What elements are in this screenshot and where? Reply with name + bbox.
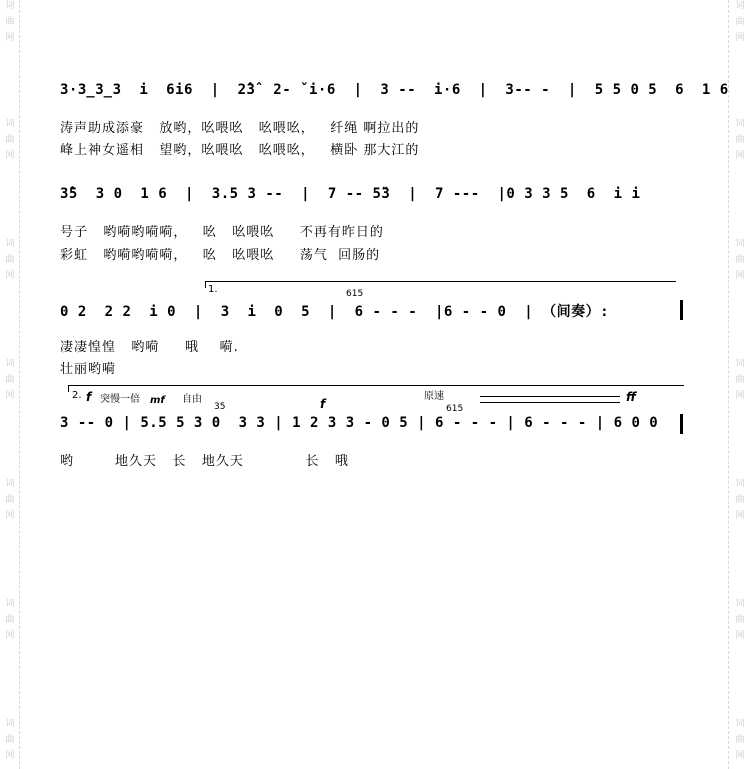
watermark-glyph: 网 — [735, 511, 745, 521]
watermark-glyph: 曲 — [5, 135, 15, 145]
watermark-glyph: 词 — [735, 479, 745, 489]
watermark-glyph: 网 — [5, 631, 15, 641]
grace-note-615-second: 615 — [446, 404, 464, 414]
grace-note-615: 615 — [346, 289, 364, 299]
watermark-glyph: 词 — [735, 1, 745, 11]
score-line-1-notes: 3·3̲3̲3 i 6i6 | 2̂3̂ 2- ˇi·6 | 3 -- i·6 | 3-- - | 5 5 0 5 6 1 6 — [60, 82, 729, 98]
repeat-barline — [680, 300, 683, 320]
watermark-glyph: 词 — [5, 239, 15, 249]
watermark-glyph: 曲 — [735, 135, 745, 145]
watermark-glyph: 曲 — [735, 495, 745, 505]
watermark-glyph: 词 — [735, 599, 745, 609]
watermark-glyph: 词 — [5, 599, 15, 609]
score-line-4-lyrics: 哟 地久天 长 地久天 长 哦 — [60, 454, 349, 469]
watermark-glyph: 词 — [5, 1, 15, 11]
watermark-glyph: 词 — [5, 479, 15, 489]
tempo-mark-slow: 突慢一倍 — [100, 394, 140, 405]
dynamic-mf: mf — [150, 395, 165, 406]
score-line-3-lyrics-verse1: 凄凄惶惶 哟嗬 哦 嗬. — [60, 340, 239, 355]
watermark-glyph: 网 — [735, 751, 745, 761]
score-line-2-lyrics-verse1: 号子 哟嗬哟嗬嗬， 吆 吆喂吆 不再有昨日的 — [60, 225, 384, 240]
watermark-glyph: 网 — [5, 511, 15, 521]
watermark-glyph: 网 — [735, 271, 745, 281]
tempo-mark-free: 自由 — [182, 394, 202, 405]
volta-1-label: 1. — [208, 284, 218, 295]
watermark-glyph: 网 — [735, 151, 745, 161]
watermark-glyph: 词 — [735, 359, 745, 369]
watermark-glyph: 网 — [5, 751, 15, 761]
watermark-glyph: 网 — [735, 631, 745, 641]
watermark-glyph: 曲 — [735, 735, 745, 745]
watermark-glyph: 网 — [5, 271, 15, 281]
score-line-2-lyrics-verse2: 彩虹 哟嗬哟嗬嗬， 吆 吆喂吆 荡气 回肠的 — [60, 248, 381, 263]
tempo-mark-original: 原速 — [424, 391, 444, 402]
score-line-3-notes: 0 2 2 2 i 0 | 3 i 0 5 | 6 - - - |6 - - 0 | （间奏）: — [60, 304, 610, 320]
watermark-glyph: 曲 — [735, 255, 745, 265]
volta-1-bracket — [205, 281, 676, 288]
dynamic-f-second: f — [320, 397, 326, 411]
watermark-glyph: 网 — [735, 391, 745, 401]
watermark-glyph: 词 — [735, 719, 745, 729]
score-line-4-notes: 3 -- 0 | 5.5 5 3 0 3 3 | 1 2 3 3 - 0 5 | 6 - - - | 6 - - - | 6 0 0 — [60, 415, 659, 431]
score-line-3-lyrics-verse2: 壮丽哟嗬 — [60, 362, 117, 377]
score-line-1-lyrics-verse1: 涛声助成添豪 放哟，吆喂吆 吆喂吆， 纤绳 啊拉出的 — [60, 121, 420, 136]
watermark-glyph: 词 — [5, 719, 15, 729]
watermark-glyph: 网 — [735, 33, 745, 43]
dynamic-f: f — [86, 390, 92, 404]
watermark-glyph: 曲 — [735, 17, 745, 27]
crescendo-line-1 — [480, 396, 620, 397]
watermark-glyph: 词 — [5, 359, 15, 369]
watermark-glyph: 词 — [5, 119, 15, 129]
watermark-glyph: 网 — [5, 151, 15, 161]
final-barline — [680, 414, 683, 434]
watermark-glyph: 曲 — [5, 495, 15, 505]
watermark-glyph: 网 — [5, 391, 15, 401]
watermark-glyph: 词 — [735, 239, 745, 249]
volta-2-bracket — [68, 385, 684, 392]
watermark-glyph: 曲 — [5, 615, 15, 625]
watermark-glyph: 网 — [5, 33, 15, 43]
crescendo-line-2 — [480, 402, 620, 403]
score-line-2-notes: 3̂5 3 0 1 6 | 3.5 3 -- | 7 -- 5̈3 | 7 --- |0 3 3 5 6 i i — [60, 186, 641, 202]
watermark-glyph: 曲 — [735, 375, 745, 385]
watermark-glyph: 曲 — [5, 735, 15, 745]
grace-note-35: 35 — [214, 402, 226, 412]
watermark-glyph: 曲 — [5, 255, 15, 265]
dynamic-ff: ff — [626, 390, 636, 404]
watermark-glyph: 词 — [735, 119, 745, 129]
volta-2-label: 2. — [72, 390, 82, 401]
watermark-glyph: 曲 — [5, 375, 15, 385]
watermark-glyph: 曲 — [5, 17, 15, 27]
score-line-1-lyrics-verse2: 峰上神女遥相 望哟，吆喂吆 吆喂吆， 横卧 那大江的 — [60, 143, 420, 158]
watermark-glyph: 曲 — [735, 615, 745, 625]
